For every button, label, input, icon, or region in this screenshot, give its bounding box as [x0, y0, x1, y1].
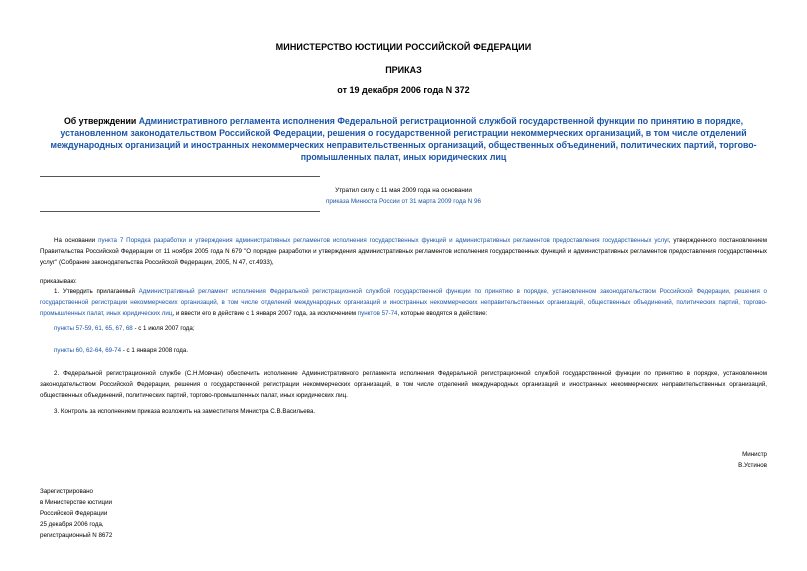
body-item-1a — [40, 323, 767, 334]
document-title — [40, 115, 767, 163]
p3-start: 1. Утвердить прилагаемый — [54, 288, 139, 295]
p3-mid: , и ввести его в действие с 1 января 2007 года, за исключением — [172, 310, 358, 317]
registration-line-1: Зарегистрировано — [40, 488, 93, 495]
date-number-heading: от 19 декабря 2006 года N 372 — [337, 85, 470, 95]
registration-block — [40, 486, 112, 541]
body-item-3 — [40, 406, 767, 417]
p3-link[interactable]: Административный регламент исполнения Федеральной регистрационной службой государственной функции по принятию в порядке, установленном законодательством Российской Федерации, решения о государственной регистрации некоммерческих организаций, в том числе отделений международных организаций и иностранных некоммерческих неправительственных организаций, общественных объединений, политических партий, торгово-промышленных палат, иных юридических лиц — [40, 288, 767, 317]
lapsed-link[interactable]: приказа Минюста России от 31 марта 2009 года N 96 — [325, 198, 482, 205]
paragraph-item-2: 2. Федеральной регистрационной службе (С.Н.Мовчан) обеспечить исполнение Административного регламента исполнения Федеральной регистрационной службой государственной функции по принятию в порядке, установленном законодательством Российской Федерации, решения о государственной регистрации некоммерческих организаций, в том числе отделений международных организаций и иностранных некоммерческих неправительственных организаций, общественных объединений, политических партий, торгово-промышленных палат, иных юридических лиц. — [40, 370, 767, 399]
registration-line-3: Российской Федерации — [40, 510, 108, 517]
body-item-1b — [40, 345, 767, 356]
signature-name: В.Устинов — [738, 462, 767, 469]
title-link[interactable]: Административного регламента исполнения Федеральной регистрационной службой государственной функции по принятию в порядке, установленном законодательством Российской Федерации, решения о государственной регистрации некоммерческих организаций, в том числе отделений международных организаций и иностранных некоммерческих неправительственных организаций, общественных объединений, политических партий, торгово-промышленных палат, иных юридических лиц — [50, 116, 757, 162]
p4-end: - с 1 июля 2007 года; — [132, 325, 195, 332]
registration-line-2: в Министерстве юстиции — [40, 499, 113, 506]
paragraph-basis — [40, 235, 767, 268]
doc-type-heading: ПРИКАЗ — [385, 65, 422, 75]
paragraph-item-3: 3. Контроль за исполнением приказа возложить на заместителя Министра С.В.Васильева. — [54, 408, 316, 415]
paragraph-order: приказываю: — [40, 278, 77, 285]
p5-end: - с 1 января 2008 года. — [121, 347, 189, 354]
divider-bottom — [40, 211, 320, 212]
document-body — [40, 235, 767, 268]
p1-link[interactable]: пункта 7 Порядка разработки и утверждения административных регламентов исполнения государственных функций и административных регламентов предоставления государственных услуг — [98, 237, 669, 244]
registration-line-5: регистрационный N 8672 — [40, 532, 113, 539]
divider-top — [40, 176, 320, 177]
p1-start: На основании — [54, 237, 99, 244]
paragraph-item-1 — [40, 286, 767, 319]
lapsed-line: Утратил силу с 11 мая 2009 года на основании — [335, 187, 472, 194]
p3-end: , которые вводятся в действие: — [397, 310, 488, 317]
p5-link[interactable]: пункты 60, 62-64, 69-74 — [54, 347, 122, 354]
signature-position: Министр — [742, 451, 767, 458]
registration-line-4: 25 декабря 2006 года, — [40, 521, 104, 528]
body-item-1 — [40, 286, 767, 319]
paragraph-points-1 — [40, 323, 767, 334]
ministry-heading: МИНИСТЕРСТВО ЮСТИЦИИ РОССИЙСКОЙ ФЕДЕРАЦИИ — [275, 42, 532, 52]
p1-mid: , утвержденного постановлением Правительства Российской Федерации от 11 ноября 2005 года N 679 "О порядке разработки и утверждения административных регламентов исполнения государственных функций и административных регламентов предоставления государственных услуг" (Собрание законодательства Российской Федерации, 2005, N 47, ст.4933), — [40, 237, 767, 266]
paragraph-points-2 — [40, 345, 767, 356]
lapsed-notice — [40, 185, 767, 207]
signature-block — [738, 449, 767, 471]
body-item-2 — [40, 368, 767, 401]
title-prefix: Об утверждении — [63, 116, 139, 126]
p3-link2[interactable]: пунктов 57-74 — [357, 310, 398, 317]
p4-link[interactable]: пункты 57-59, 61, 65, 67, 68 — [54, 325, 133, 332]
